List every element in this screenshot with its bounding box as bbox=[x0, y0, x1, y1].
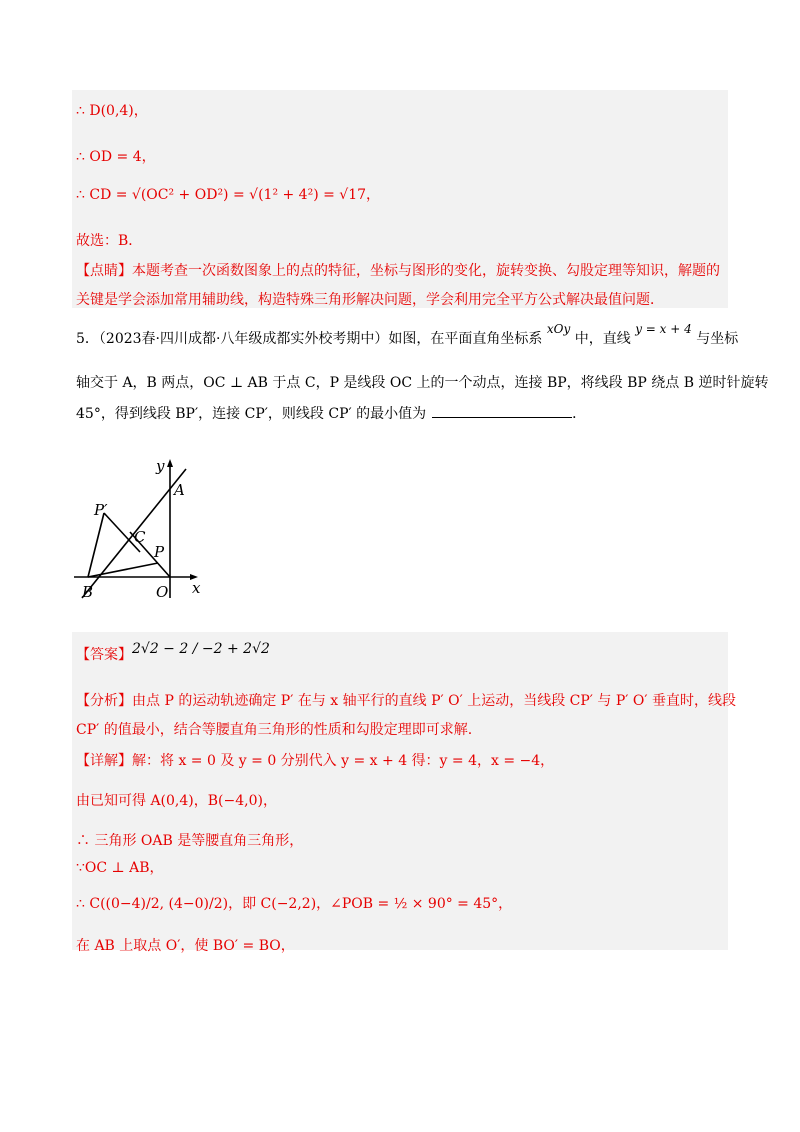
segment-bpp bbox=[88, 513, 104, 577]
label-o: O bbox=[156, 583, 169, 601]
detail-line-1: 【详解】解：将 x = 0 及 y = 0 分别代入 y = x + 4 得：y = 4，x = −4， bbox=[76, 753, 555, 769]
prev-comment-2: 关键是学会添加常用辅助线，构造特殊三角形解决问题，学会利用完全平方公式解决最值问题． bbox=[76, 292, 664, 308]
prev-line-2: ∴ OD = 4， bbox=[76, 149, 156, 165]
detail-line-6: 在 AB 上取点 O′，使 BO′ = BO， bbox=[76, 938, 295, 954]
label-a: A bbox=[174, 481, 185, 499]
label-p: P bbox=[154, 543, 165, 561]
label-pp: P′ bbox=[94, 501, 108, 519]
geometry-figure bbox=[70, 455, 220, 605]
answer-blank bbox=[432, 405, 572, 418]
y-arrow bbox=[167, 459, 173, 467]
label-c: C bbox=[134, 528, 146, 546]
prev-line-1: ∴ D(0,4)， bbox=[76, 103, 148, 119]
detail-line-3: ∴ 三角形 OAB 是等腰直角三角形， bbox=[76, 833, 304, 849]
detail-line-4: ∵OC ⊥ AB， bbox=[76, 860, 164, 876]
prev-choice: 故选：B． bbox=[76, 233, 143, 249]
label-y: y bbox=[156, 457, 165, 475]
prev-line-3: ∴ CD = √(OC² + OD²) = √(1² + 4²) = √17， bbox=[76, 187, 381, 203]
label-x: x bbox=[192, 579, 201, 597]
answer-line: 【答案】2√2 − 2 / −2 + 2√2 bbox=[76, 641, 270, 663]
prev-comment-1: 【点睛】本题考查一次函数图象上的点的特征，坐标与图形的变化，旋转变换、勾股定理等知识，解题的 bbox=[76, 263, 720, 279]
question-line-2: 轴交于 A，B 两点，OC ⊥ AB 于点 C，P 是线段 OC 上的一个动点，连接 BP，将线段 BP 绕点 B 逆时针旋转 bbox=[76, 375, 769, 391]
segment-bp bbox=[88, 563, 158, 577]
label-b: B bbox=[82, 583, 94, 601]
question-line-3: 45°，得到线段 BP′，连接 CP′，则线段 CP′ 的最小值为 ． bbox=[76, 406, 587, 422]
question-line-1: 5．（2023春·四川成都·八年级成都实外校考期中）如图，在平面直角坐标系 xOy 中，直线 y = x + 4 与坐标 bbox=[76, 322, 739, 347]
analysis-line-1: 【分析】由点 P 的运动轨迹确定 P′ 在与 x 轴平行的直线 P′ O′ 上运动，当线段 CP′ 与 P′ O′ 垂直时，线段 bbox=[76, 693, 737, 709]
detail-line-2: 由已知可得 A(0,4)，B(−4,0)， bbox=[76, 793, 277, 809]
detail-line-5: ∴ C((0−4)/2, (4−0)/2)，即 C(−2,2)，∠POB = ½ × 90° = 45°， bbox=[76, 896, 513, 912]
analysis-line-2: CP′ 的值最小，结合等腰直角三角形的性质和勾股定理即可求解. bbox=[76, 722, 473, 738]
